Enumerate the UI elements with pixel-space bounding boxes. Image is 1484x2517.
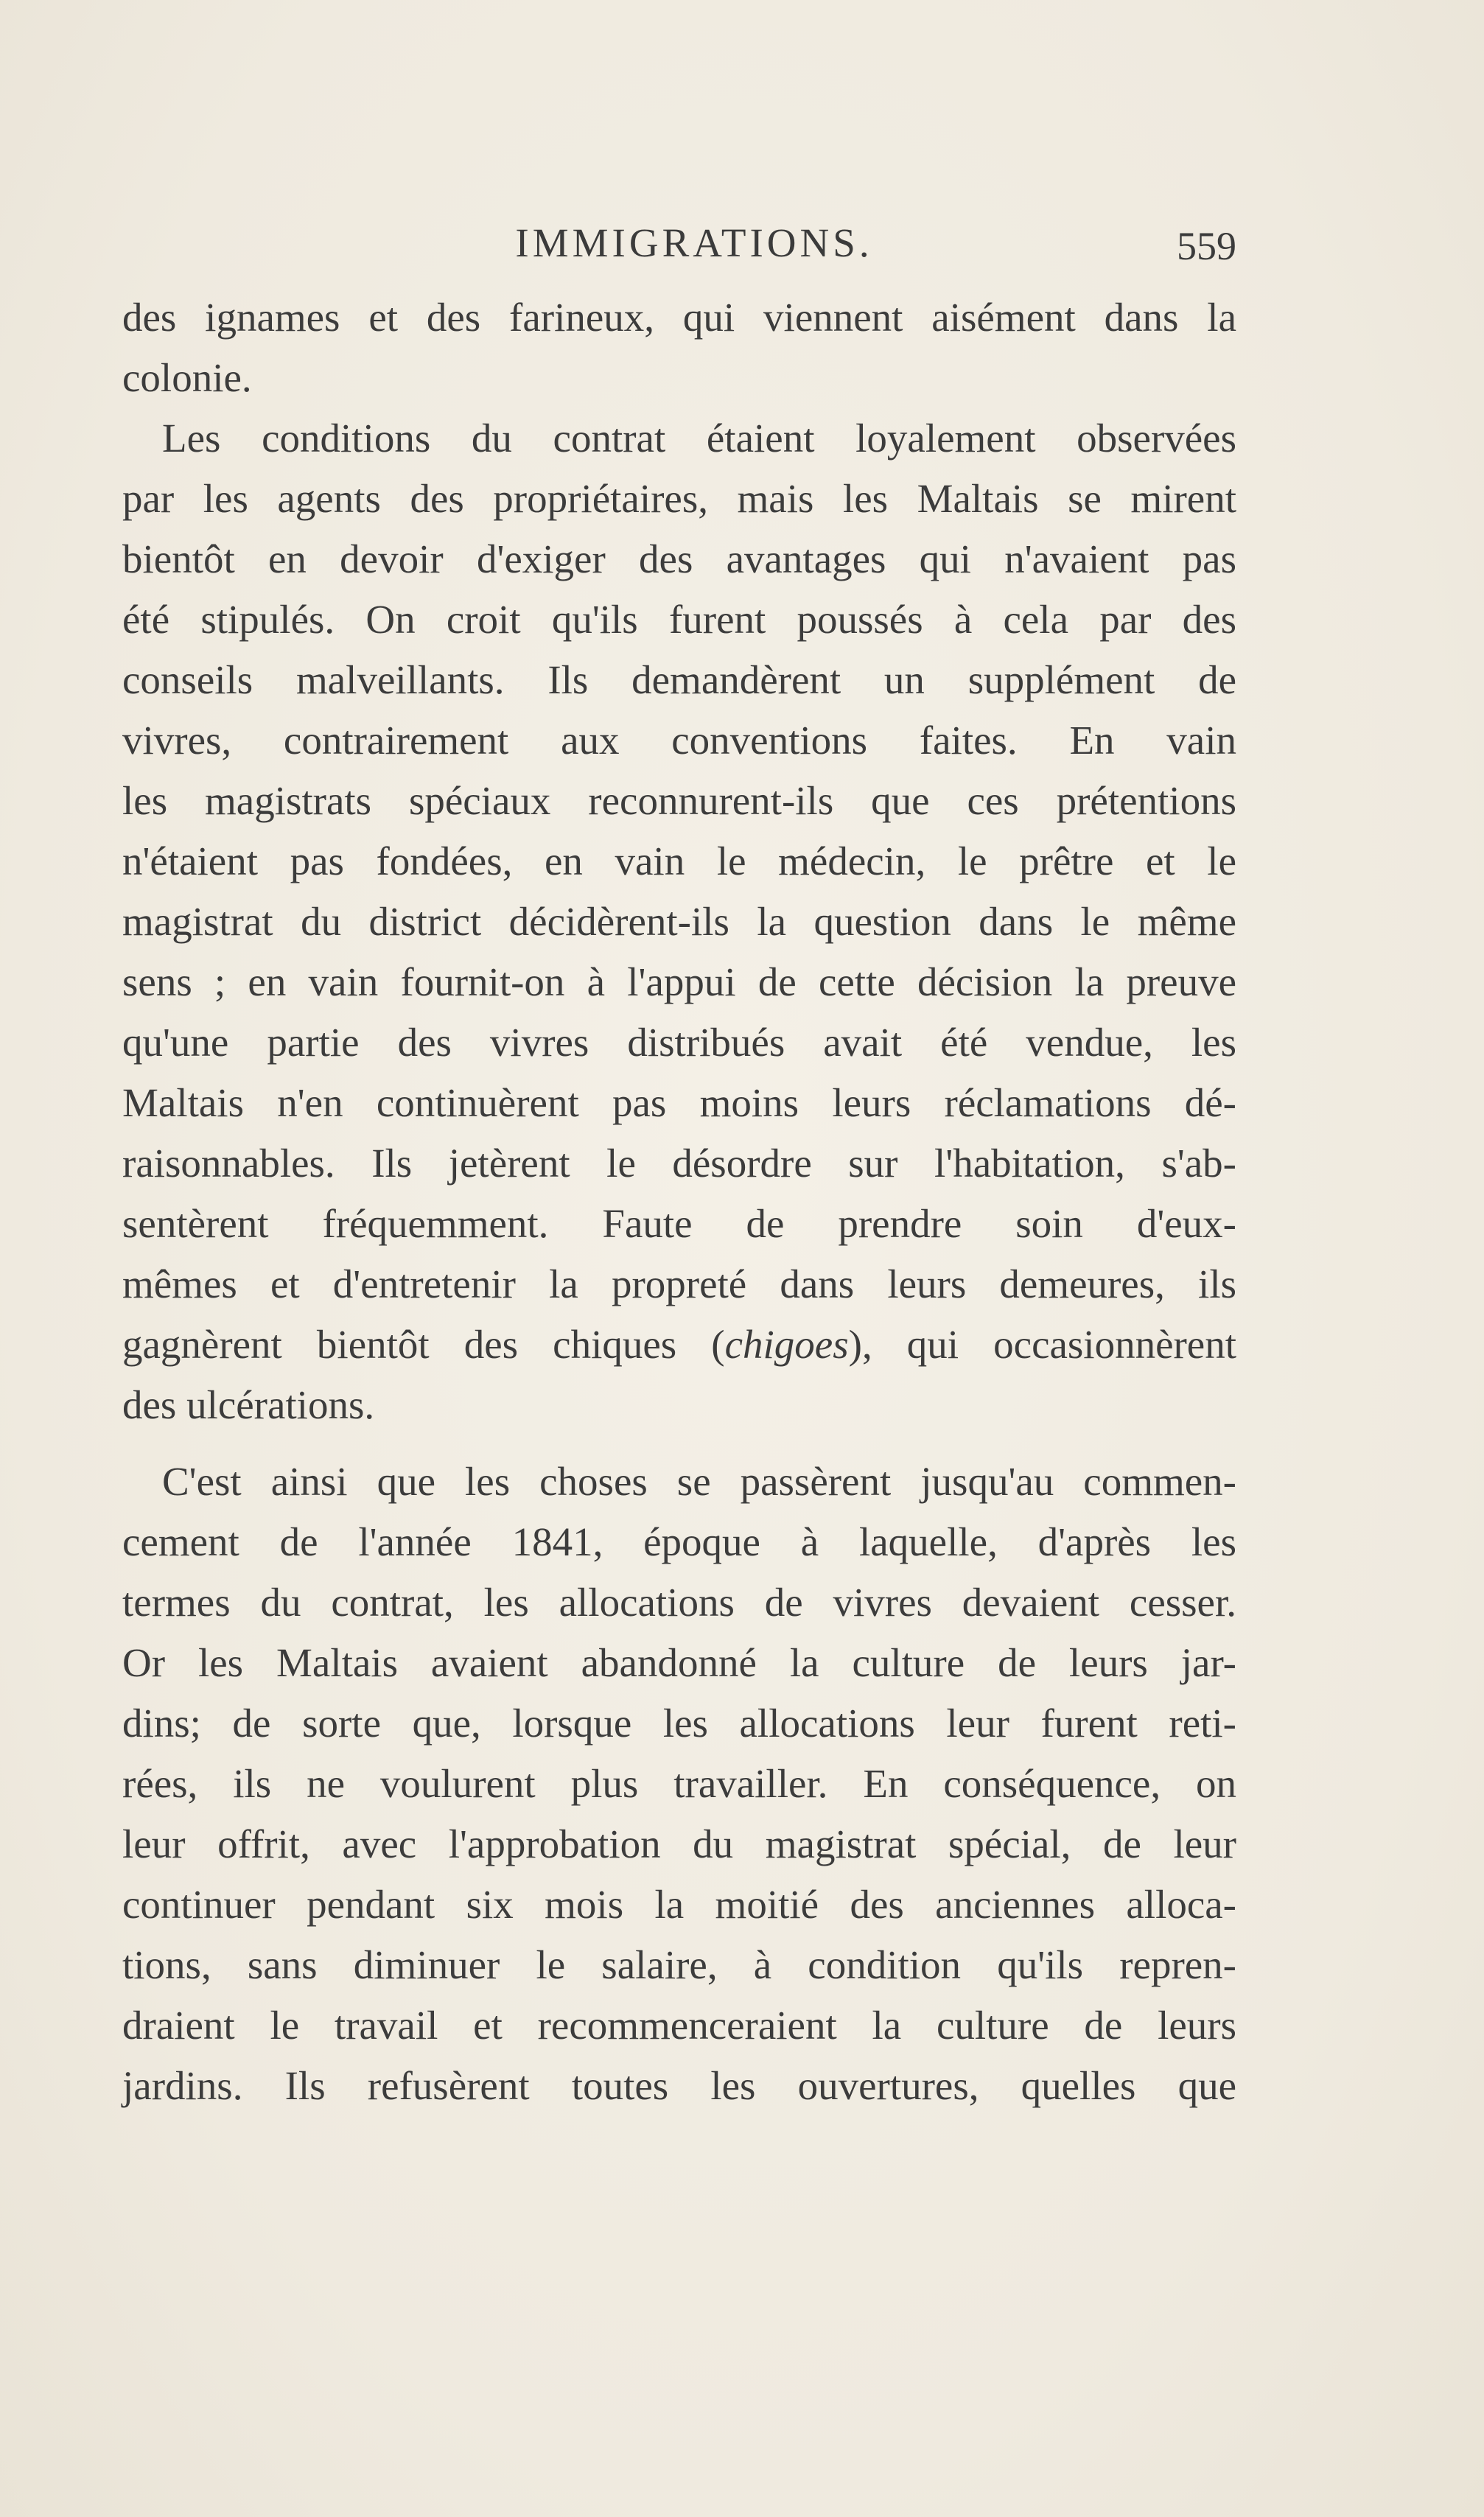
running-title: IMMIGRATIONS. <box>515 220 873 265</box>
text-line: sens ; en vain fournit-on à l'appui de cette décision la preuve <box>122 959 1236 1004</box>
text-line: qu'une partie des vivres distribués avait été vendue, les <box>122 1020 1236 1065</box>
body-text <box>122 287 1236 2116</box>
text-line: magistrat du district décidèrent-ils la question dans le même <box>122 899 1236 944</box>
text-segment: gagnèrent bientôt des chiques ( <box>122 1322 725 1367</box>
text-line: par les agents des propriétaires, mais les Maltais se mirent <box>122 476 1236 521</box>
text-line: Or les Maltais avaient abandonné la culture de leurs jar- <box>122 1640 1236 1685</box>
text-line: bientôt en devoir d'exiger des avantages qui n'avaient pas <box>122 536 1236 581</box>
text-line: continuer pendant six mois la moitié des anciennes alloca- <box>122 1882 1236 1927</box>
text-line: tions, sans diminuer le salaire, à condition qu'ils repren- <box>122 1942 1236 1987</box>
text-line: sentèrent fréquemment. Faute de prendre soin d'eux- <box>122 1201 1236 1246</box>
text-line: jardins. Ils refusèrent toutes les ouvertures, quelles que <box>122 2063 1236 2108</box>
text-line: les magistrats spéciaux reconnurent-ils que ces prétentions <box>122 778 1236 823</box>
page-number: 559 <box>1177 224 1236 268</box>
running-head <box>122 214 1236 273</box>
text-line: rées, ils ne voulurent plus travailler. En conséquence, on <box>122 1761 1236 1806</box>
text-line: cement de l'année 1841, époque à laquelle, d'après les <box>122 1519 1236 1564</box>
text-line: dins; de sorte que, lorsque les allocations leur furent reti- <box>122 1701 1236 1746</box>
paragraph-first-line: C'est ainsi que les choses se passèrent jusqu'au commen- <box>162 1459 1236 1504</box>
text-line: n'étaient pas fondées, en vain le médecin, le prêtre et le <box>122 839 1236 883</box>
text-line: des ignames et des farineux, qui viennent aisément dans la <box>122 295 1236 340</box>
paragraph-first-line: Les conditions du contrat étaient loyalement observées <box>162 416 1236 461</box>
text-line: Maltais n'en continuèrent pas moins leurs réclamations dé- <box>122 1080 1236 1125</box>
text-line: mêmes et d'entretenir la propreté dans leurs demeures, ils <box>122 1261 1236 1306</box>
text-line: termes du contrat, les allocations de vivres devaient cesser. <box>122 1580 1236 1625</box>
text-line: colonie. <box>122 355 252 400</box>
text-line: draient le travail et recommenceraient la culture de leurs <box>122 2003 1236 2048</box>
text-line: raisonnables. Ils jetèrent le désordre sur l'habitation, s'ab- <box>122 1141 1236 1186</box>
text-line: vivres, contrairement aux conventions faites. En vain <box>122 718 1236 763</box>
text-line <box>122 1314 1236 1375</box>
text-line: été stipulés. On croit qu'ils furent poussés à cela par des <box>122 597 1236 642</box>
text-line: leur offrit, avec l'approbation du magistrat spécial, de leur <box>122 1821 1236 1866</box>
text-segment: ), qui occasionnèrent <box>848 1322 1236 1367</box>
text-line: des ulcérations. <box>122 1382 375 1427</box>
italic-term: chigoes <box>724 1322 849 1367</box>
text-line: conseils malveillants. Ils demandèrent un supplément de <box>122 657 1236 702</box>
